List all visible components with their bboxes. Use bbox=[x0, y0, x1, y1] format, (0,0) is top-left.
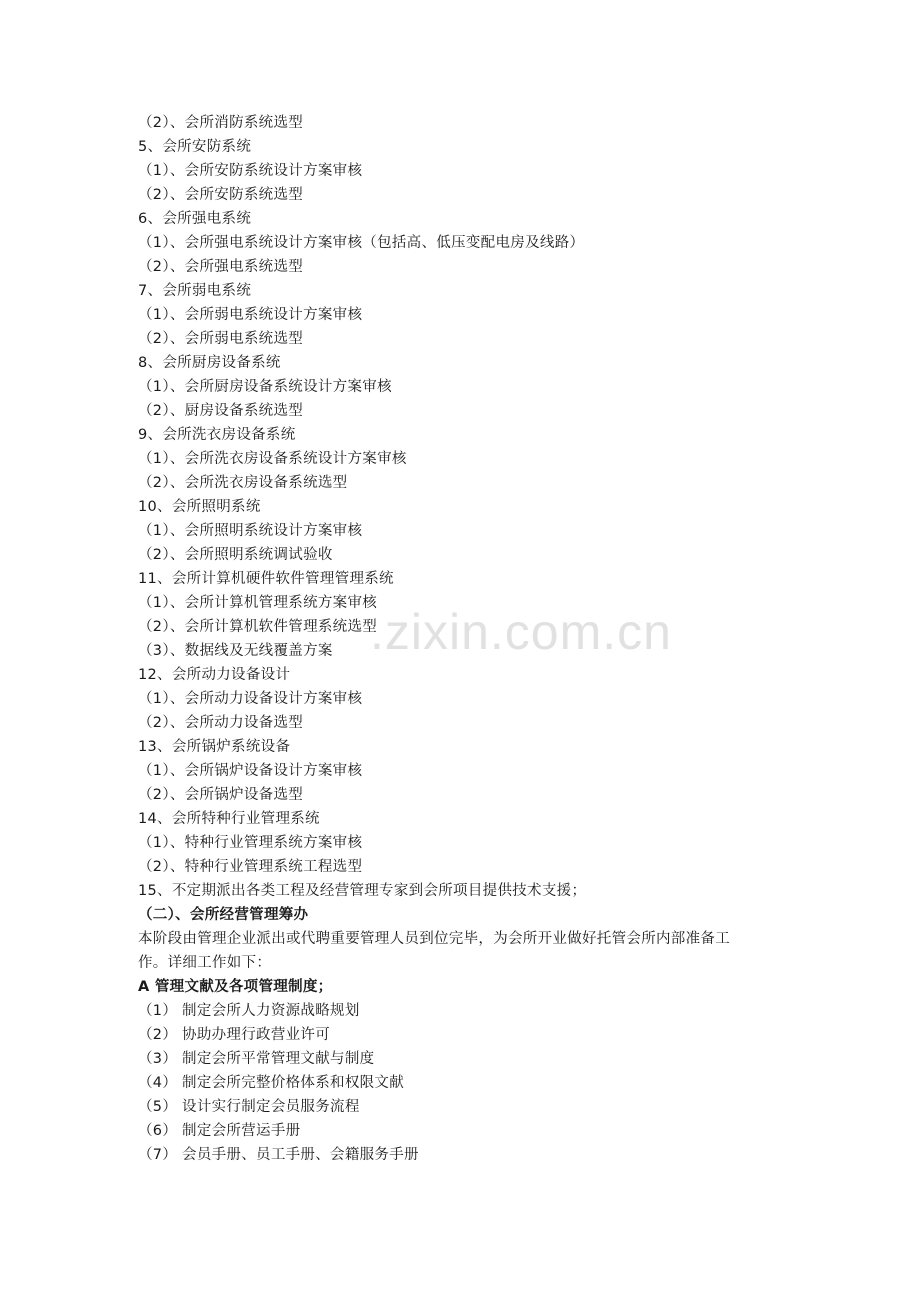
section-heading: 11、会所计算机硬件软件管理管理系统 bbox=[138, 571, 394, 587]
text-line: （1）、会所动力设备设计方案审核 bbox=[138, 691, 363, 707]
paragraph-line: 作。详细工作如下： bbox=[138, 955, 272, 971]
section-heading: 15、不定期派出各类工程及经营管理专家到会所项目提供技术支援； bbox=[138, 883, 587, 899]
text-line: （2）、会所洗衣房设备系统选型 bbox=[138, 475, 348, 491]
section-heading: 5、会所安防系统 bbox=[138, 139, 252, 155]
list-item: （6） 制定会所营运手册 bbox=[138, 1123, 301, 1139]
list-item: （1） 制定会所人力资源战略规划 bbox=[138, 1003, 360, 1019]
text-line: （1）、特种行业管理系统方案审核 bbox=[138, 835, 363, 851]
section-heading: 8、会所厨房设备系统 bbox=[138, 355, 281, 371]
text-line: （2）、会所弱电系统选型 bbox=[138, 331, 304, 347]
list-item: （7） 会员手册、员工手册、会籍服务手册 bbox=[138, 1147, 419, 1163]
text-line: （1）、会所照明系统设计方案审核 bbox=[138, 523, 363, 539]
text-line: （2）、会所消防系统选型 bbox=[138, 115, 304, 131]
text-line: （1）、会所安防系统设计方案审核 bbox=[138, 163, 363, 179]
subsection-heading: A 管理文献及各项管理制度； bbox=[138, 979, 333, 995]
text-line: （2）、会所强电系统选型 bbox=[138, 259, 304, 275]
section-heading: 7、会所弱电系统 bbox=[138, 283, 252, 299]
text-line: （2）、会所动力设备选型 bbox=[138, 715, 304, 731]
list-item: （3） 制定会所平常管理文献与制度 bbox=[138, 1051, 375, 1067]
text-line: （1）、会所弱电系统设计方案审核 bbox=[138, 307, 363, 323]
text-line: （1）、会所计算机管理系统方案审核 bbox=[138, 595, 378, 611]
text-line: （2）、会所安防系统选型 bbox=[138, 187, 304, 203]
list-item: （2） 协助办理行政营业许可 bbox=[138, 1027, 331, 1043]
section-heading: 14、会所特种行业管理系统 bbox=[138, 811, 320, 827]
text-line: （1）、会所强电系统设计方案审核（包括高、低压变配电房及线路） bbox=[138, 235, 585, 251]
text-line: （2）、会所计算机软件管理系统选型 bbox=[138, 619, 378, 635]
list-item: （5） 设计实行制定会员服务流程 bbox=[138, 1099, 360, 1115]
watermark: .zixin.com.cn bbox=[370, 604, 672, 660]
text-line: （1）、会所锅炉设备设计方案审核 bbox=[138, 763, 363, 779]
section-heading: 6、会所强电系统 bbox=[138, 211, 252, 227]
text-line: （2）、会所照明系统调试验收 bbox=[138, 547, 333, 563]
section-heading: 12、会所动力设备设计 bbox=[138, 667, 291, 683]
list-item: （4） 制定会所完整价格体系和权限文献 bbox=[138, 1075, 405, 1091]
text-line: （2）、厨房设备系统选型 bbox=[138, 403, 304, 419]
text-line: （2）、特种行业管理系统工程选型 bbox=[138, 859, 363, 875]
paragraph-line: 本阶段由管理企业派出或代聘重要管理人员到位完毕，为会所开业做好托管会所内部准备工 bbox=[138, 931, 730, 947]
text-line: （1）、会所厨房设备系统设计方案审核 bbox=[138, 379, 392, 395]
chapter-heading: （二）、会所经营管理筹办 bbox=[138, 907, 309, 923]
text-line: （1）、会所洗衣房设备系统设计方案审核 bbox=[138, 451, 407, 467]
text-line: （3）、数据线及无线覆盖方案 bbox=[138, 643, 333, 659]
text-line: （2）、会所锅炉设备选型 bbox=[138, 787, 304, 803]
section-heading: 9、会所洗衣房设备系统 bbox=[138, 427, 296, 443]
section-heading: 10、会所照明系统 bbox=[138, 499, 261, 515]
section-heading: 13、会所锅炉系统设备 bbox=[138, 739, 291, 755]
